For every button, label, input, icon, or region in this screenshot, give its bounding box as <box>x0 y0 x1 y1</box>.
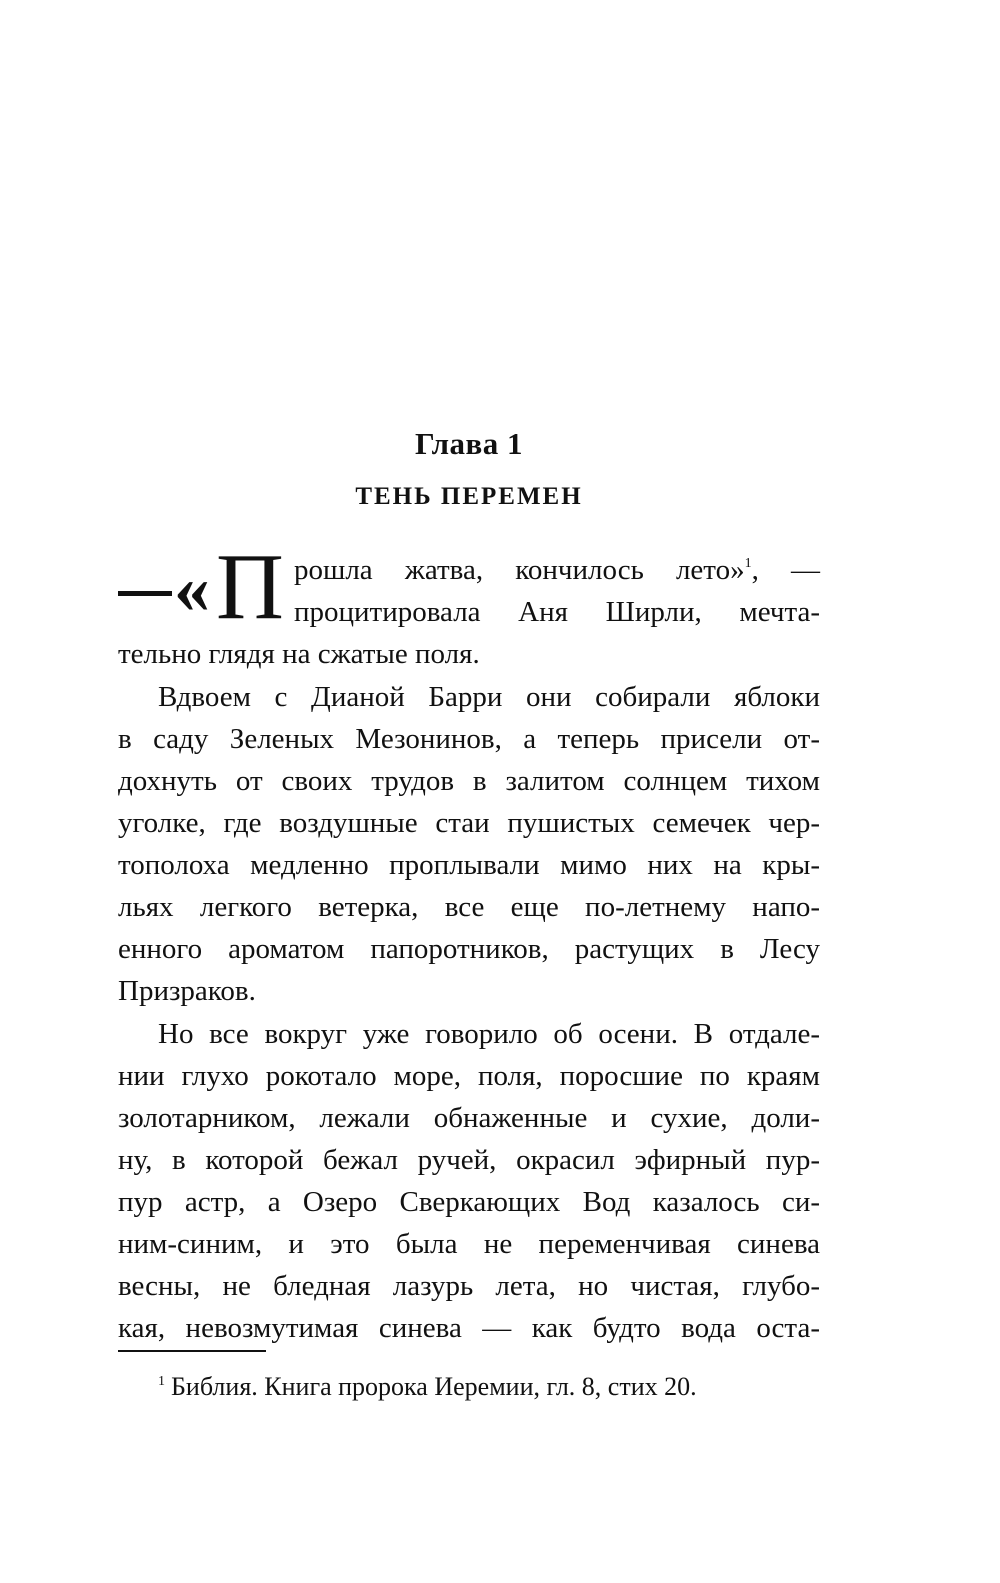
text-line: процитировала Аня Ширли, мечта- <box>294 596 820 628</box>
text-line: весны, не бледная лазурь лета, но чистая, глубо- <box>118 1270 820 1302</box>
text-line: рошла жатва, кончилось лето»$^1$, — <box>294 554 821 586</box>
text-line: кая, невозмутимая синева — как будто вода оста- <box>118 1312 820 1344</box>
footnote-divider <box>118 1350 266 1352</box>
drop-cap-dash <box>118 591 172 596</box>
text-line: тополоха медленно проплывали мимо них на кры- <box>118 849 820 881</box>
chapter-number: Глава 1 <box>414 426 524 461</box>
text-line: уголке, где воздушные стаи пушистых семечек чер- <box>118 807 820 839</box>
text-line: ну, в которой бежал ручей, окрасил эфирный пур- <box>118 1144 820 1176</box>
text-line: нии глухо рокотало море, поля, поросшие по краям <box>118 1060 820 1092</box>
text-line: льях легкого ветерка, все еще по-летнему напо- <box>118 891 820 923</box>
text-line: дохнуть от своих трудов в залитом солнцем тихом <box>118 765 820 797</box>
text-line: золотарником, лежали обнаженные и сухие, доли- <box>118 1102 820 1134</box>
text-line: Но все вокруг уже говорило об осени. В отдале- <box>158 1018 820 1050</box>
text-line: пур астр, а Озеро Сверкающих Вод казалось си- <box>118 1186 820 1218</box>
drop-cap-quote: « <box>174 548 210 628</box>
footnote-marker: 1 <box>158 1374 165 1389</box>
footnote <box>158 1370 697 1404</box>
drop-cap <box>118 535 294 639</box>
footnote-ref: 1 <box>744 556 752 571</box>
text-line: енного ароматом папоротников, растущих в Лесу <box>118 933 820 965</box>
text-line: Призраков. <box>118 975 256 1007</box>
text-line: в саду Зеленых Мезонинов, а теперь присели от- <box>118 723 820 755</box>
footnote-text: Библия. Книга пророка Иеремии, гл. 8, стих 20. <box>171 1372 697 1401</box>
text-line: ним-синим, и это была не переменчивая синева <box>118 1228 820 1260</box>
text-line: тельно глядя на сжатые поля. <box>118 638 480 670</box>
drop-cap-letter: П <box>216 535 284 639</box>
chapter-title: ТЕНЬ ПЕРЕМЕН <box>355 483 583 510</box>
text-line: Вдвоем с Дианой Барри они собирали яблоки <box>158 681 820 713</box>
book-page <box>118 0 820 1583</box>
